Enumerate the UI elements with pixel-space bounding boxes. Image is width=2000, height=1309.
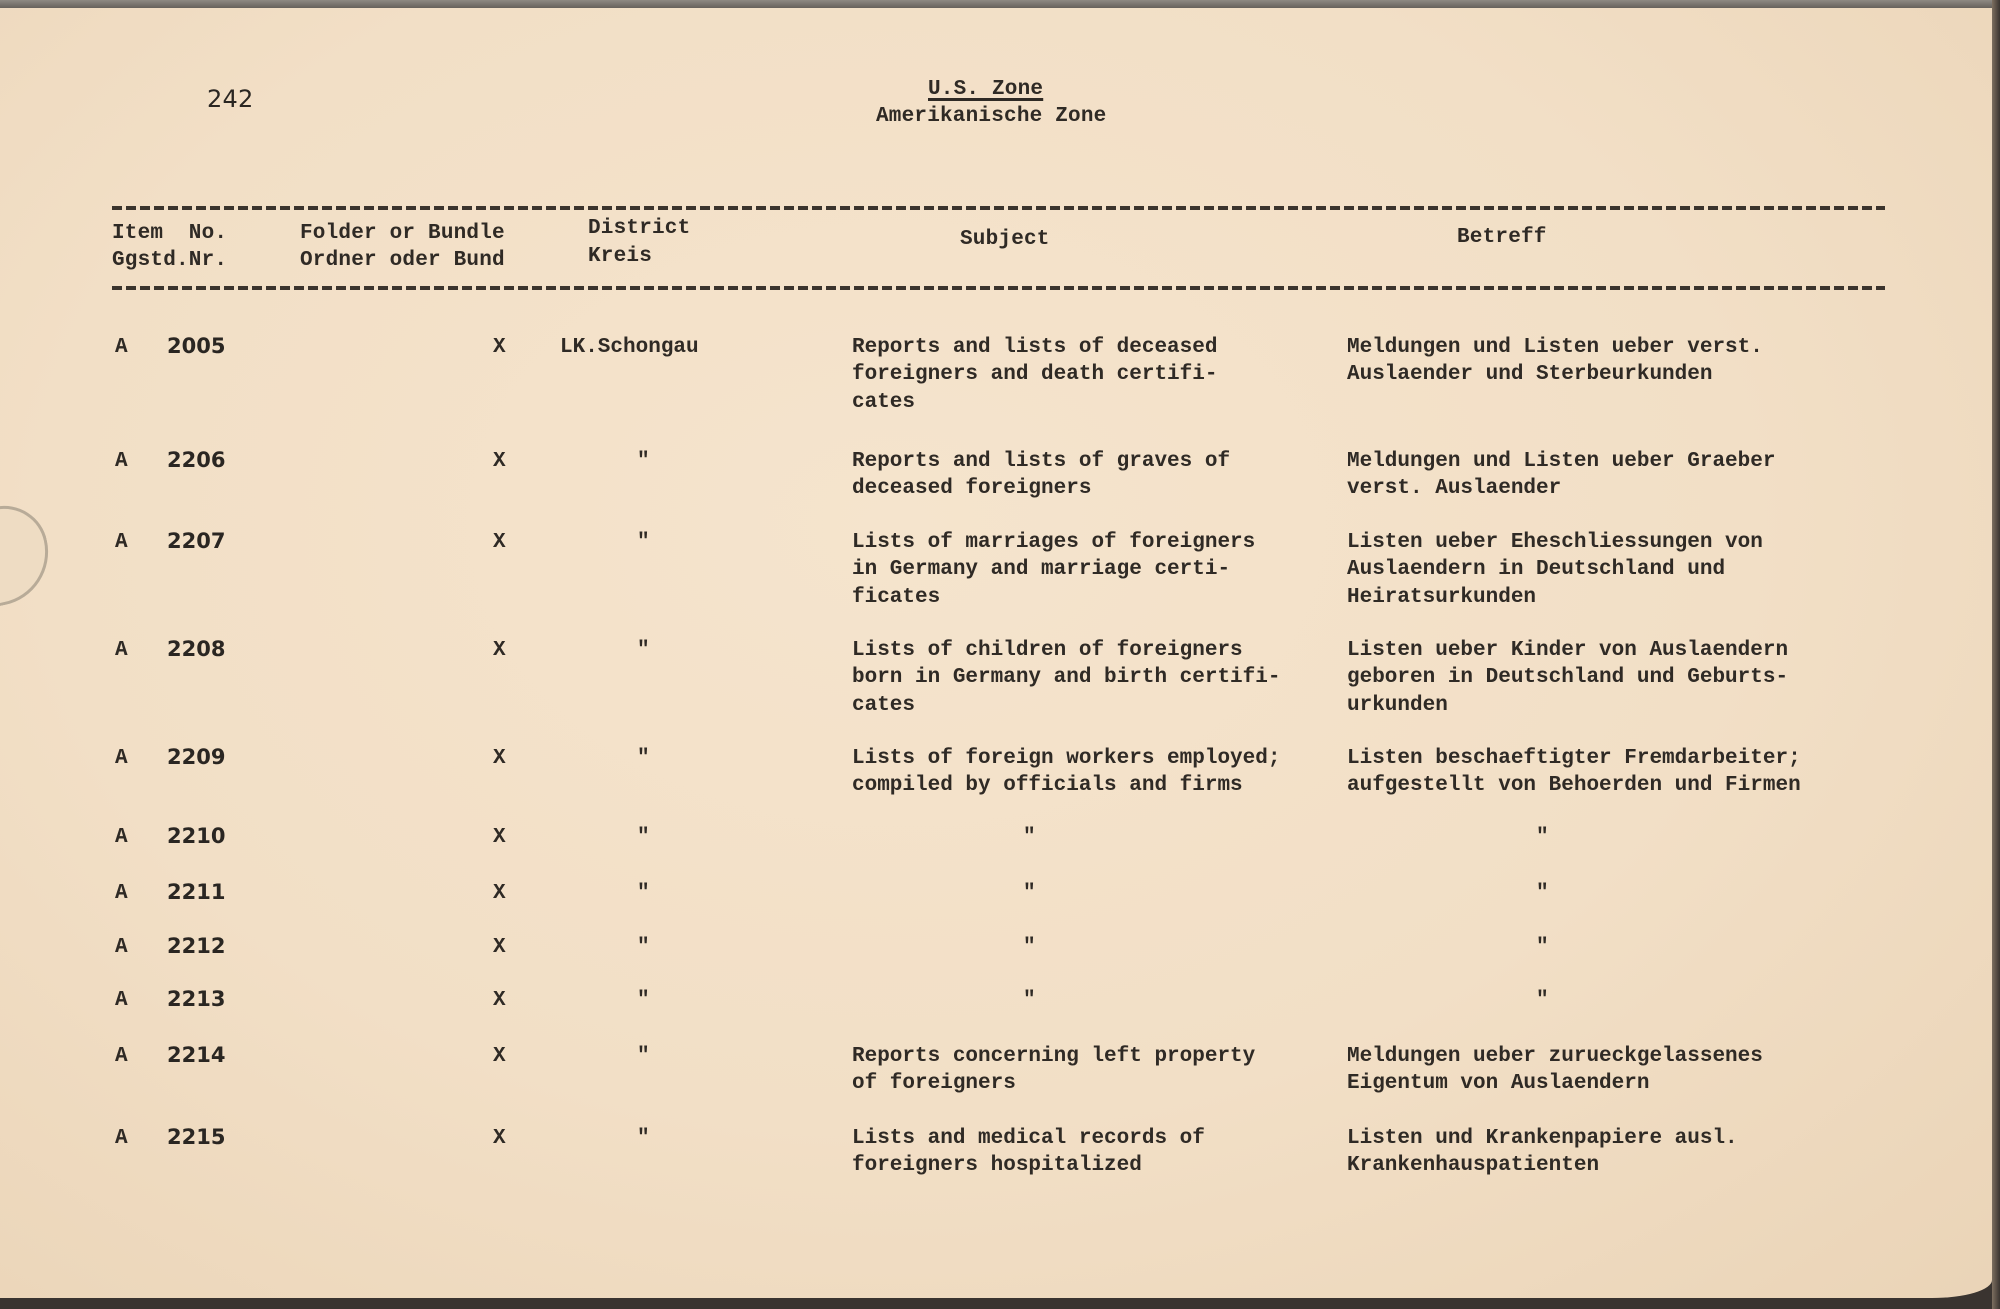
header-folder-en: Folder or Bundle	[300, 222, 505, 245]
item-number-cell: 2208	[167, 637, 226, 661]
item-number-cell: 2212	[167, 934, 226, 958]
betreff-cell: Meldungen und Listen ueber Graeber verst. Auslaender	[1347, 450, 1776, 501]
item-number-cell: 2211	[167, 880, 226, 904]
subject-cell: "	[1023, 989, 1036, 1012]
header-bottom-rule	[112, 286, 1885, 290]
item-prefix-cell: A	[115, 936, 128, 959]
header-top-rule	[112, 206, 1885, 210]
folder-mark-cell: X	[493, 936, 506, 959]
betreff-cell: "	[1536, 882, 1549, 905]
item-number-cell: 2215	[167, 1125, 226, 1149]
subject-cell: Lists and medical records of foreigners hospitalized	[852, 1127, 1205, 1178]
district-cell: "	[637, 747, 650, 770]
folder-mark-cell: X	[493, 639, 506, 662]
district-cell: "	[637, 989, 650, 1012]
page-number: 242	[207, 85, 254, 113]
binder-tab	[0, 498, 58, 612]
folder-mark-cell: X	[493, 1127, 506, 1150]
subject-cell: "	[1023, 826, 1036, 849]
item-number-cell: 2214	[167, 1043, 226, 1067]
item-prefix-cell: A	[115, 450, 128, 473]
district-cell: "	[637, 1127, 650, 1150]
zone-title: U.S. Zone	[928, 78, 1044, 101]
item-number-cell: 2209	[167, 745, 226, 769]
district-cell: "	[637, 936, 650, 959]
district-cell: LK.Schongau	[560, 336, 699, 359]
header-item-no-en: Item No.	[112, 222, 228, 245]
folder-mark-cell: X	[493, 826, 506, 849]
betreff-cell: "	[1536, 826, 1549, 849]
item-prefix-cell: A	[115, 747, 128, 770]
header-betreff: Betreff	[1457, 226, 1547, 249]
subject-cell: Lists of foreign workers employed; compiled by officials and firms	[852, 747, 1281, 798]
betreff-cell: Listen ueber Kinder von Auslaendern geboren in Deutschland und Geburts- urkunden	[1347, 639, 1789, 717]
betreff-cell: Listen beschaeftigter Fremdarbeiter; aufgestellt von Behoerden und Firmen	[1347, 747, 1801, 798]
district-cell: "	[637, 531, 650, 554]
subject-cell: "	[1023, 882, 1036, 905]
item-number-cell: 2207	[167, 529, 226, 553]
subject-cell: Lists of children of foreigners born in Germany and birth certifi- cates	[852, 639, 1281, 717]
item-prefix-cell: A	[115, 531, 128, 554]
betreff-cell: Meldungen und Listen ueber verst. Auslaender und Sterbeurkunden	[1347, 336, 1763, 387]
header-district-de: Kreis	[588, 245, 653, 268]
item-number-cell: 2206	[167, 448, 226, 472]
betreff-cell: "	[1536, 989, 1549, 1012]
item-prefix-cell: A	[115, 639, 128, 662]
folder-mark-cell: X	[493, 450, 506, 473]
subject-cell: Reports and lists of deceased foreigners and death certifi- cates	[852, 336, 1218, 414]
item-number-cell: 2213	[167, 987, 226, 1011]
item-prefix-cell: A	[115, 826, 128, 849]
header-folder-de: Ordner oder Bund	[300, 249, 505, 272]
district-cell: "	[637, 826, 650, 849]
item-prefix-cell: A	[115, 1045, 128, 1068]
folder-mark-cell: X	[493, 882, 506, 905]
item-prefix-cell: A	[115, 989, 128, 1012]
folder-mark-cell: X	[493, 336, 506, 359]
betreff-cell: Listen ueber Eheschliessungen von Auslaendern in Deutschland und Heiratsurkunden	[1347, 531, 1763, 609]
zone-subtitle: Amerikanische Zone	[876, 105, 1107, 128]
item-prefix-cell: A	[115, 882, 128, 905]
header-district-en: District	[588, 217, 691, 240]
district-cell: "	[637, 639, 650, 662]
book-right-edge	[1992, 0, 2000, 1309]
district-cell: "	[637, 1045, 650, 1068]
folder-mark-cell: X	[493, 989, 506, 1012]
item-number-cell: 2005	[167, 334, 226, 358]
item-prefix-cell: A	[115, 1127, 128, 1150]
header-item-no-de: Ggstd.Nr.	[112, 249, 228, 272]
subject-cell: "	[1023, 936, 1036, 959]
item-prefix-cell: A	[115, 336, 128, 359]
folder-mark-cell: X	[493, 1045, 506, 1068]
betreff-cell: Listen und Krankenpapiere ausl. Krankenhauspatienten	[1347, 1127, 1738, 1178]
district-cell: "	[637, 882, 650, 905]
subject-cell: Reports concerning left property of foreigners	[852, 1045, 1256, 1096]
subject-cell: Reports and lists of graves of deceased foreigners	[852, 450, 1231, 501]
folder-mark-cell: X	[493, 747, 506, 770]
header-subject: Subject	[960, 228, 1050, 251]
folder-mark-cell: X	[493, 531, 506, 554]
subject-cell: Lists of marriages of foreigners in Germany and marriage certi- ficates	[852, 531, 1256, 609]
betreff-cell: "	[1536, 936, 1549, 959]
betreff-cell: Meldungen ueber zurueckgelassenes Eigentum von Auslaendern	[1347, 1045, 1763, 1096]
district-cell: "	[637, 450, 650, 473]
item-number-cell: 2210	[167, 824, 226, 848]
